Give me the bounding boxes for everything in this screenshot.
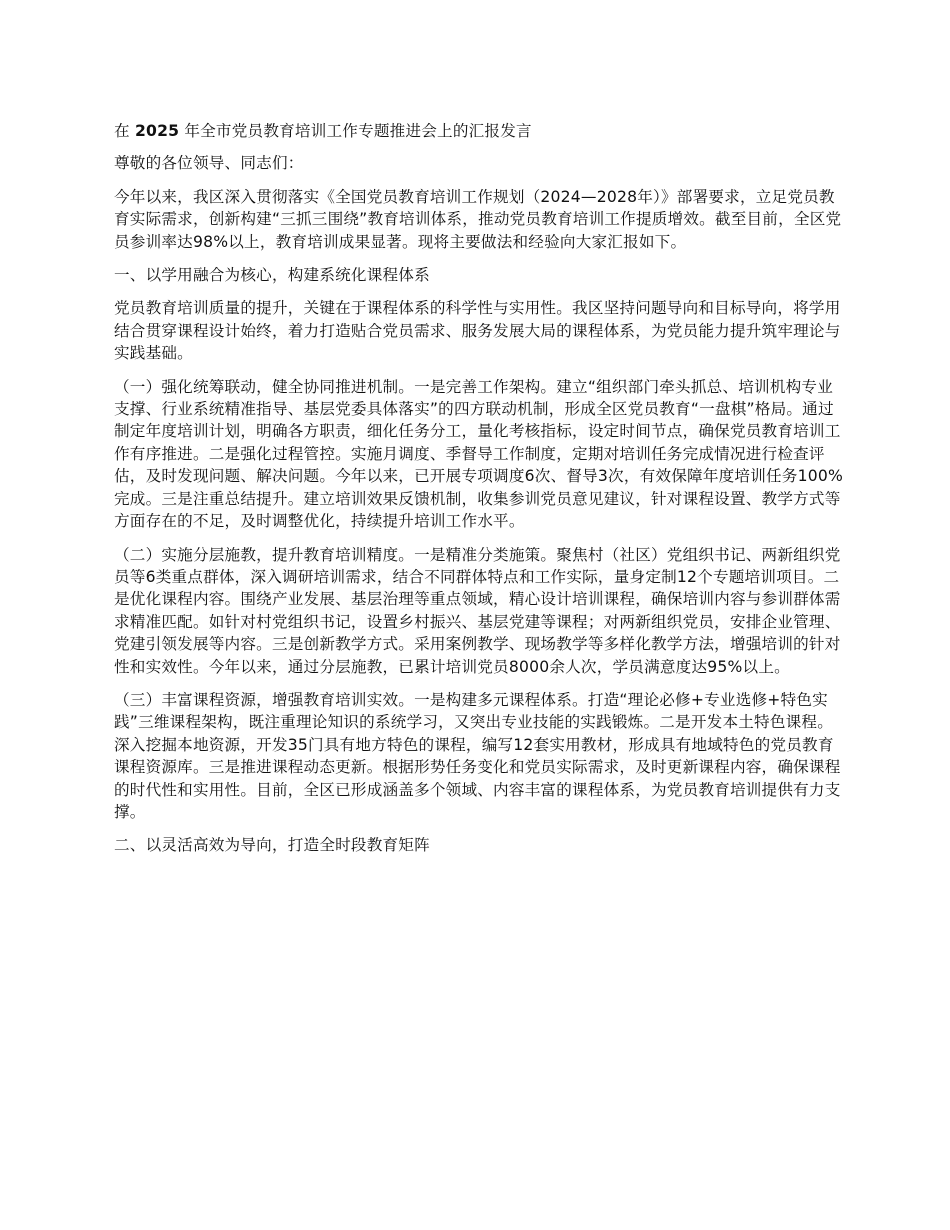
subsection-3-paragraph: （三）丰富课程资源，增强教育培训实效。一是构建多元课程体系。打造“理论必修+专业选修+特色实践”三维课程架构，既注重理论知识的系统学习，又突出专业技能的实践锻炼。二是开发本土特色课程。深入挖掘本地资源，开发35门具有地方特色的课程，编写12套实用教材，形成具有地域特色的党员教育课程资源库。三是推进课程动态更新。根据形势任务变化和党员实际需求，及时更新课程内容，确保课程的时代性和实用性。目前，全区已形成涵盖多个领域、内容丰富的课程体系，为党员教育培训提供有力支撑。	[114, 690, 841, 821]
intro-paragraph: 今年以来，我区深入贯彻落实《全国党员教育培训工作规划（2024—2028年）》部署要求，立足党员教育实际需求，创新构建“三抓三围绕”教育培训体系，推动党员教育培训工作提质增效。截至目前，全区党员参训率达98%以上，教育培训成果显著。现将主要做法和经验向大家汇报如下。	[114, 187, 842, 251]
section-1-intro-paragraph: 党员教育培训质量的提升，关键在于课程体系的科学性与实用性。我区坚持问题导向和目标导向，将学用结合贯穿课程设计始终，着力打造贴合党员需求、服务发展大局的课程体系，为党员能力提升筑牢理论与实践基础。	[114, 299, 841, 363]
section-heading-1: 一、以学用融合为核心，构建系统化课程体系	[114, 266, 430, 285]
title-prefix: 在	[114, 122, 130, 140]
document-page	[114, 120, 846, 868]
document-title	[114, 120, 846, 142]
section-heading-2: 二、以灵活高效为导向，打造全时段教育矩阵	[114, 836, 430, 855]
salutation: 尊敬的各位领导、同志们：	[114, 154, 304, 173]
title-suffix: 年全市党员教育培训工作专题推进会上的汇报发言	[184, 122, 532, 140]
title-year: 2025	[134, 122, 180, 140]
subsection-2-paragraph: （二）实施分层施教，提升教育培训精度。一是精准分类施策。聚焦村（社区）党组织书记、两新组织党员等6类重点群体，深入调研培训需求，结合不同群体特点和工作实际，量身定制12个专题培训项目。二是优化课程内容。围绕产业发展、基层治理等重点领域，精心设计培训课程，确保培训内容与参训群体需求精准匹配。如针对村党组织书记，设置乡村振兴、基层党建等课程；对两新组织党员，安排企业管理、党建引领发展等内容。三是创新教学方式。采用案例教学、现场教学等多样化教学方法，增强培训的针对性和实效性。今年以来，通过分层施教，已累计培训党员8000余人次，学员满意度达95%以上。	[114, 545, 841, 676]
subsection-1-paragraph: （一）强化统筹联动，健全协同推进机制。一是完善工作架构。建立“组织部门牵头抓总、培训机构专业支撑、行业系统精准指导、基层党委具体落实”的四方联动机制，形成全区党员教育“一盘棋”格局。通过制定年度培训计划，明确各方职责，细化任务分工，量化考核指标，设定时间节点，确保党员教育培训工作有序推进。二是强化过程管控。实施月调度、季督导工作制度，定期对培训任务完成情况进行检查评估，及时发现问题、解决问题。今年以来，已开展专项调度6次、督导3次，有效保障年度培训任务100%完成。三是注重总结提升。建立培训效果反馈机制，收集参训党员意见建议，针对课程设置、教学方式等方面存在的不足，及时调整优化，持续提升培训工作水平。	[114, 377, 843, 531]
